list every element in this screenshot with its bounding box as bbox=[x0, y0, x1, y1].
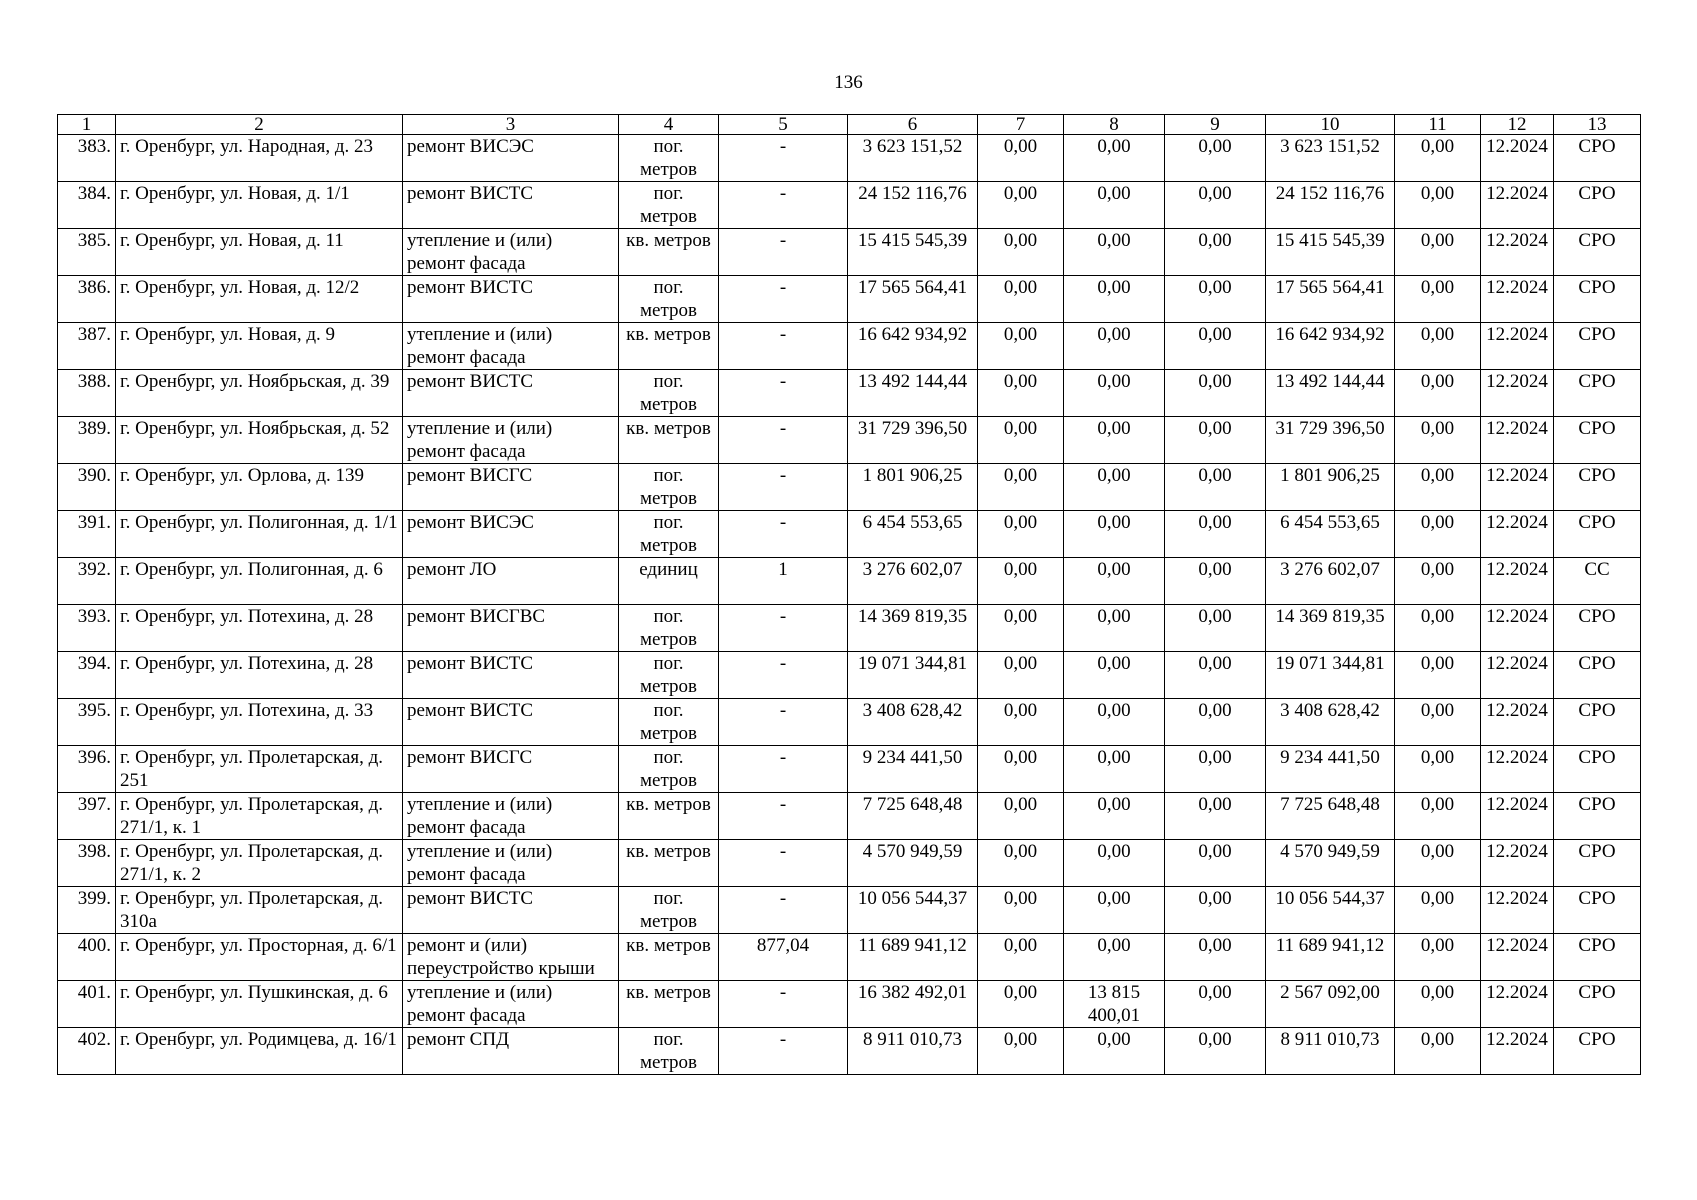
row-number: 398. bbox=[58, 840, 116, 887]
owners-funds-cell: 3 623 151,52 bbox=[1266, 135, 1395, 182]
other-funds-cell: 0,00 bbox=[1395, 934, 1481, 981]
deadline-cell: 12.2024 bbox=[1481, 370, 1554, 417]
municipal-funds-cell: 0,00 bbox=[1165, 182, 1266, 229]
municipal-funds-cell: 0,00 bbox=[1165, 276, 1266, 323]
quantity-cell: - bbox=[719, 1028, 848, 1075]
other-funds-cell: 0,00 bbox=[1395, 840, 1481, 887]
total-cost-cell: 31 729 396,50 bbox=[848, 417, 978, 464]
table-row bbox=[58, 464, 1641, 511]
fund-method-cell: СРО bbox=[1554, 323, 1641, 370]
municipal-funds-cell: 0,00 bbox=[1165, 323, 1266, 370]
municipal-funds-cell: 0,00 bbox=[1165, 135, 1266, 182]
other-funds-cell: 0,00 bbox=[1395, 511, 1481, 558]
address-cell: г. Оренбург, ул. Полигонная, д. 1/1 bbox=[116, 511, 403, 558]
municipal-funds-cell: 0,00 bbox=[1165, 840, 1266, 887]
regional-funds-cell: 0,00 bbox=[1064, 699, 1165, 746]
municipal-funds-cell: 0,00 bbox=[1165, 464, 1266, 511]
fund-method-cell: СРО bbox=[1554, 652, 1641, 699]
address-cell: г. Оренбург, ул. Орлова, д. 139 bbox=[116, 464, 403, 511]
municipal-funds-cell: 0,00 bbox=[1165, 981, 1266, 1028]
federal-funds-cell: 0,00 bbox=[978, 276, 1064, 323]
address-cell: г. Оренбург, ул. Ноябрьская, д. 39 bbox=[116, 370, 403, 417]
row-number: 383. bbox=[58, 135, 116, 182]
unit-cell: единиц bbox=[619, 558, 719, 605]
fund-method-cell: СРО bbox=[1554, 840, 1641, 887]
deadline-cell: 12.2024 bbox=[1481, 887, 1554, 934]
other-funds-cell: 0,00 bbox=[1395, 135, 1481, 182]
deadline-cell: 12.2024 bbox=[1481, 182, 1554, 229]
unit-cell: пог. метров bbox=[619, 699, 719, 746]
quantity-cell: - bbox=[719, 511, 848, 558]
federal-funds-cell: 0,00 bbox=[978, 464, 1064, 511]
owners-funds-cell: 13 492 144,44 bbox=[1266, 370, 1395, 417]
deadline-cell: 12.2024 bbox=[1481, 934, 1554, 981]
unit-cell: пог. метров bbox=[619, 605, 719, 652]
municipal-funds-cell: 0,00 bbox=[1165, 605, 1266, 652]
total-cost-cell: 3 276 602,07 bbox=[848, 558, 978, 605]
column-header: 13 bbox=[1554, 115, 1641, 135]
column-header: 5 bbox=[719, 115, 848, 135]
fund-method-cell: СРО bbox=[1554, 464, 1641, 511]
unit-cell: кв. метров bbox=[619, 793, 719, 840]
address-cell: г. Оренбург, ул. Потехина, д. 33 bbox=[116, 699, 403, 746]
municipal-funds-cell: 0,00 bbox=[1165, 229, 1266, 276]
quantity-cell: - bbox=[719, 135, 848, 182]
other-funds-cell: 0,00 bbox=[1395, 793, 1481, 840]
fund-method-cell: СРО bbox=[1554, 370, 1641, 417]
federal-funds-cell: 0,00 bbox=[978, 417, 1064, 464]
total-cost-cell: 11 689 941,12 bbox=[848, 934, 978, 981]
work-type-cell: ремонт ВИСТС bbox=[403, 370, 619, 417]
quantity-cell: - bbox=[719, 981, 848, 1028]
table-row bbox=[58, 276, 1641, 323]
quantity-cell: - bbox=[719, 652, 848, 699]
address-cell: г. Оренбург, ул. Новая, д. 11 bbox=[116, 229, 403, 276]
column-number-row bbox=[58, 115, 1641, 135]
federal-funds-cell: 0,00 bbox=[978, 981, 1064, 1028]
owners-funds-cell: 3 408 628,42 bbox=[1266, 699, 1395, 746]
unit-cell: кв. метров bbox=[619, 840, 719, 887]
address-cell: г. Оренбург, ул. Новая, д. 9 bbox=[116, 323, 403, 370]
quantity-cell: - bbox=[719, 605, 848, 652]
address-cell: г. Оренбург, ул. Родимцева, д. 16/1 bbox=[116, 1028, 403, 1075]
work-type-cell: ремонт ВИСЭС bbox=[403, 135, 619, 182]
owners-funds-cell: 31 729 396,50 bbox=[1266, 417, 1395, 464]
fund-method-cell: СРО bbox=[1554, 793, 1641, 840]
deadline-cell: 12.2024 bbox=[1481, 558, 1554, 605]
other-funds-cell: 0,00 bbox=[1395, 229, 1481, 276]
regional-funds-cell: 0,00 bbox=[1064, 511, 1165, 558]
work-type-cell: ремонт и (или) переустройство крыши bbox=[403, 934, 619, 981]
other-funds-cell: 0,00 bbox=[1395, 887, 1481, 934]
row-number: 396. bbox=[58, 746, 116, 793]
unit-cell: кв. метров bbox=[619, 934, 719, 981]
deadline-cell: 12.2024 bbox=[1481, 1028, 1554, 1075]
quantity-cell: - bbox=[719, 182, 848, 229]
works-table bbox=[57, 114, 1641, 1075]
deadline-cell: 12.2024 bbox=[1481, 135, 1554, 182]
municipal-funds-cell: 0,00 bbox=[1165, 746, 1266, 793]
regional-funds-cell: 0,00 bbox=[1064, 840, 1165, 887]
fund-method-cell: СРО bbox=[1554, 417, 1641, 464]
deadline-cell: 12.2024 bbox=[1481, 981, 1554, 1028]
fund-method-cell: СРО bbox=[1554, 1028, 1641, 1075]
table-row bbox=[58, 840, 1641, 887]
federal-funds-cell: 0,00 bbox=[978, 746, 1064, 793]
unit-cell: кв. метров bbox=[619, 323, 719, 370]
table-row bbox=[58, 605, 1641, 652]
quantity-cell: - bbox=[719, 887, 848, 934]
fund-method-cell: СРО bbox=[1554, 605, 1641, 652]
address-cell: г. Оренбург, ул. Потехина, д. 28 bbox=[116, 605, 403, 652]
work-type-cell: ремонт ВИСГС bbox=[403, 746, 619, 793]
work-type-cell: ремонт ВИСТС bbox=[403, 699, 619, 746]
federal-funds-cell: 0,00 bbox=[978, 840, 1064, 887]
total-cost-cell: 3 408 628,42 bbox=[848, 699, 978, 746]
deadline-cell: 12.2024 bbox=[1481, 229, 1554, 276]
municipal-funds-cell: 0,00 bbox=[1165, 887, 1266, 934]
total-cost-cell: 3 623 151,52 bbox=[848, 135, 978, 182]
column-header: 6 bbox=[848, 115, 978, 135]
other-funds-cell: 0,00 bbox=[1395, 652, 1481, 699]
table-row bbox=[58, 182, 1641, 229]
address-cell: г. Оренбург, ул. Ноябрьская, д. 52 bbox=[116, 417, 403, 464]
page-number: 136 bbox=[834, 72, 863, 93]
deadline-cell: 12.2024 bbox=[1481, 652, 1554, 699]
address-cell: г. Оренбург, ул. Пролетарская, д. 310а bbox=[116, 887, 403, 934]
federal-funds-cell: 0,00 bbox=[978, 1028, 1064, 1075]
deadline-cell: 12.2024 bbox=[1481, 276, 1554, 323]
federal-funds-cell: 0,00 bbox=[978, 511, 1064, 558]
total-cost-cell: 17 565 564,41 bbox=[848, 276, 978, 323]
owners-funds-cell: 9 234 441,50 bbox=[1266, 746, 1395, 793]
other-funds-cell: 0,00 bbox=[1395, 276, 1481, 323]
fund-method-cell: СРО bbox=[1554, 699, 1641, 746]
federal-funds-cell: 0,00 bbox=[978, 323, 1064, 370]
quantity-cell: - bbox=[719, 370, 848, 417]
address-cell: г. Оренбург, ул. Народная, д. 23 bbox=[116, 135, 403, 182]
address-cell: г. Оренбург, ул. Пролетарская, д. 251 bbox=[116, 746, 403, 793]
address-cell: г. Оренбург, ул. Просторная, д. 6/1 bbox=[116, 934, 403, 981]
total-cost-cell: 10 056 544,37 bbox=[848, 887, 978, 934]
other-funds-cell: 0,00 bbox=[1395, 981, 1481, 1028]
work-type-cell: ремонт ВИСГВС bbox=[403, 605, 619, 652]
column-header: 9 bbox=[1165, 115, 1266, 135]
fund-method-cell: СРО bbox=[1554, 934, 1641, 981]
owners-funds-cell: 1 801 906,25 bbox=[1266, 464, 1395, 511]
column-header: 8 bbox=[1064, 115, 1165, 135]
address-cell: г. Оренбург, ул. Пролетарская, д. 271/1, к. 1 bbox=[116, 793, 403, 840]
work-type-cell: утепление и (или) ремонт фасада bbox=[403, 840, 619, 887]
other-funds-cell: 0,00 bbox=[1395, 323, 1481, 370]
regional-funds-cell: 0,00 bbox=[1064, 887, 1165, 934]
total-cost-cell: 7 725 648,48 bbox=[848, 793, 978, 840]
total-cost-cell: 24 152 116,76 bbox=[848, 182, 978, 229]
regional-funds-cell: 0,00 bbox=[1064, 276, 1165, 323]
unit-cell: пог. метров bbox=[619, 182, 719, 229]
other-funds-cell: 0,00 bbox=[1395, 182, 1481, 229]
table-body bbox=[58, 135, 1641, 1075]
table-row bbox=[58, 370, 1641, 417]
row-number: 393. bbox=[58, 605, 116, 652]
deadline-cell: 12.2024 bbox=[1481, 511, 1554, 558]
unit-cell: кв. метров bbox=[619, 229, 719, 276]
work-type-cell: ремонт ВИСГС bbox=[403, 464, 619, 511]
work-type-cell: утепление и (или) ремонт фасада bbox=[403, 229, 619, 276]
regional-funds-cell: 0,00 bbox=[1064, 464, 1165, 511]
row-number: 401. bbox=[58, 981, 116, 1028]
quantity-cell: - bbox=[719, 746, 848, 793]
row-number: 395. bbox=[58, 699, 116, 746]
quantity-cell: 1 bbox=[719, 558, 848, 605]
address-cell: г. Оренбург, ул. Пушкинская, д. 6 bbox=[116, 981, 403, 1028]
municipal-funds-cell: 0,00 bbox=[1165, 370, 1266, 417]
federal-funds-cell: 0,00 bbox=[978, 887, 1064, 934]
owners-funds-cell: 11 689 941,12 bbox=[1266, 934, 1395, 981]
work-type-cell: ремонт ВИСТС bbox=[403, 182, 619, 229]
column-header: 7 bbox=[978, 115, 1064, 135]
total-cost-cell: 14 369 819,35 bbox=[848, 605, 978, 652]
municipal-funds-cell: 0,00 bbox=[1165, 793, 1266, 840]
work-type-cell: ремонт ВИСЭС bbox=[403, 511, 619, 558]
table-row bbox=[58, 511, 1641, 558]
regional-funds-cell: 0,00 bbox=[1064, 229, 1165, 276]
unit-cell: пог. метров bbox=[619, 887, 719, 934]
unit-cell: пог. метров bbox=[619, 464, 719, 511]
regional-funds-cell: 0,00 bbox=[1064, 182, 1165, 229]
address-cell: г. Оренбург, ул. Полигонная, д. 6 bbox=[116, 558, 403, 605]
address-cell: г. Оренбург, ул. Новая, д. 12/2 bbox=[116, 276, 403, 323]
deadline-cell: 12.2024 bbox=[1481, 417, 1554, 464]
regional-funds-cell: 0,00 bbox=[1064, 370, 1165, 417]
row-number: 390. bbox=[58, 464, 116, 511]
row-number: 399. bbox=[58, 887, 116, 934]
table-row bbox=[58, 793, 1641, 840]
owners-funds-cell: 15 415 545,39 bbox=[1266, 229, 1395, 276]
total-cost-cell: 8 911 010,73 bbox=[848, 1028, 978, 1075]
work-type-cell: утепление и (или) ремонт фасада bbox=[403, 323, 619, 370]
quantity-cell: 877,04 bbox=[719, 934, 848, 981]
column-header: 2 bbox=[116, 115, 403, 135]
other-funds-cell: 0,00 bbox=[1395, 699, 1481, 746]
owners-funds-cell: 19 071 344,81 bbox=[1266, 652, 1395, 699]
column-header: 4 bbox=[619, 115, 719, 135]
owners-funds-cell: 7 725 648,48 bbox=[1266, 793, 1395, 840]
table-row bbox=[58, 981, 1641, 1028]
federal-funds-cell: 0,00 bbox=[978, 605, 1064, 652]
regional-funds-cell: 0,00 bbox=[1064, 558, 1165, 605]
total-cost-cell: 19 071 344,81 bbox=[848, 652, 978, 699]
federal-funds-cell: 0,00 bbox=[978, 699, 1064, 746]
table-row bbox=[58, 229, 1641, 276]
table-row bbox=[58, 1028, 1641, 1075]
quantity-cell: - bbox=[719, 840, 848, 887]
fund-method-cell: СРО bbox=[1554, 276, 1641, 323]
other-funds-cell: 0,00 bbox=[1395, 558, 1481, 605]
table-row bbox=[58, 135, 1641, 182]
deadline-cell: 12.2024 bbox=[1481, 746, 1554, 793]
work-type-cell: ремонт ВИСТС bbox=[403, 887, 619, 934]
regional-funds-cell: 0,00 bbox=[1064, 793, 1165, 840]
regional-funds-cell: 0,00 bbox=[1064, 417, 1165, 464]
regional-funds-cell: 0,00 bbox=[1064, 135, 1165, 182]
work-type-cell: ремонт ВИСТС bbox=[403, 276, 619, 323]
municipal-funds-cell: 0,00 bbox=[1165, 934, 1266, 981]
unit-cell: кв. метров bbox=[619, 417, 719, 464]
municipal-funds-cell: 0,00 bbox=[1165, 511, 1266, 558]
total-cost-cell: 1 801 906,25 bbox=[848, 464, 978, 511]
federal-funds-cell: 0,00 bbox=[978, 652, 1064, 699]
row-number: 386. bbox=[58, 276, 116, 323]
total-cost-cell: 16 642 934,92 bbox=[848, 323, 978, 370]
deadline-cell: 12.2024 bbox=[1481, 699, 1554, 746]
table-row bbox=[58, 746, 1641, 793]
other-funds-cell: 0,00 bbox=[1395, 417, 1481, 464]
unit-cell: пог. метров bbox=[619, 511, 719, 558]
unit-cell: пог. метров bbox=[619, 370, 719, 417]
row-number: 402. bbox=[58, 1028, 116, 1075]
deadline-cell: 12.2024 bbox=[1481, 793, 1554, 840]
quantity-cell: - bbox=[719, 323, 848, 370]
owners-funds-cell: 2 567 092,00 bbox=[1266, 981, 1395, 1028]
work-type-cell: утепление и (или) ремонт фасада bbox=[403, 981, 619, 1028]
owners-funds-cell: 24 152 116,76 bbox=[1266, 182, 1395, 229]
regional-funds-cell: 0,00 bbox=[1064, 323, 1165, 370]
quantity-cell: - bbox=[719, 229, 848, 276]
owners-funds-cell: 16 642 934,92 bbox=[1266, 323, 1395, 370]
fund-method-cell: СРО bbox=[1554, 746, 1641, 793]
total-cost-cell: 4 570 949,59 bbox=[848, 840, 978, 887]
quantity-cell: - bbox=[719, 276, 848, 323]
fund-method-cell: СС bbox=[1554, 558, 1641, 605]
address-cell: г. Оренбург, ул. Пролетарская, д. 271/1, к. 2 bbox=[116, 840, 403, 887]
regional-funds-cell: 0,00 bbox=[1064, 652, 1165, 699]
total-cost-cell: 15 415 545,39 bbox=[848, 229, 978, 276]
table-row bbox=[58, 934, 1641, 981]
work-type-cell: ремонт ЛО bbox=[403, 558, 619, 605]
column-header: 3 bbox=[403, 115, 619, 135]
row-number: 387. bbox=[58, 323, 116, 370]
row-number: 388. bbox=[58, 370, 116, 417]
other-funds-cell: 0,00 bbox=[1395, 746, 1481, 793]
unit-cell: пог. метров bbox=[619, 135, 719, 182]
fund-method-cell: СРО bbox=[1554, 229, 1641, 276]
table-row bbox=[58, 652, 1641, 699]
row-number: 392. bbox=[58, 558, 116, 605]
owners-funds-cell: 17 565 564,41 bbox=[1266, 276, 1395, 323]
regional-funds-cell: 0,00 bbox=[1064, 605, 1165, 652]
row-number: 384. bbox=[58, 182, 116, 229]
quantity-cell: - bbox=[719, 417, 848, 464]
unit-cell: пог. метров bbox=[619, 746, 719, 793]
work-type-cell: утепление и (или) ремонт фасада bbox=[403, 417, 619, 464]
work-type-cell: ремонт СПД bbox=[403, 1028, 619, 1075]
owners-funds-cell: 14 369 819,35 bbox=[1266, 605, 1395, 652]
fund-method-cell: СРО bbox=[1554, 887, 1641, 934]
regional-funds-cell: 13 815 400,01 bbox=[1064, 981, 1165, 1028]
fund-method-cell: СРО bbox=[1554, 511, 1641, 558]
table-row bbox=[58, 558, 1641, 605]
owners-funds-cell: 10 056 544,37 bbox=[1266, 887, 1395, 934]
federal-funds-cell: 0,00 bbox=[978, 229, 1064, 276]
total-cost-cell: 16 382 492,01 bbox=[848, 981, 978, 1028]
federal-funds-cell: 0,00 bbox=[978, 135, 1064, 182]
table-row bbox=[58, 887, 1641, 934]
unit-cell: пог. метров bbox=[619, 276, 719, 323]
column-header: 1 bbox=[58, 115, 116, 135]
federal-funds-cell: 0,00 bbox=[978, 182, 1064, 229]
total-cost-cell: 6 454 553,65 bbox=[848, 511, 978, 558]
regional-funds-cell: 0,00 bbox=[1064, 746, 1165, 793]
work-type-cell: ремонт ВИСТС bbox=[403, 652, 619, 699]
other-funds-cell: 0,00 bbox=[1395, 370, 1481, 417]
table-row bbox=[58, 699, 1641, 746]
column-header: 12 bbox=[1481, 115, 1554, 135]
fund-method-cell: СРО bbox=[1554, 981, 1641, 1028]
row-number: 394. bbox=[58, 652, 116, 699]
total-cost-cell: 13 492 144,44 bbox=[848, 370, 978, 417]
column-header: 11 bbox=[1395, 115, 1481, 135]
owners-funds-cell: 4 570 949,59 bbox=[1266, 840, 1395, 887]
other-funds-cell: 0,00 bbox=[1395, 605, 1481, 652]
deadline-cell: 12.2024 bbox=[1481, 840, 1554, 887]
federal-funds-cell: 0,00 bbox=[978, 558, 1064, 605]
municipal-funds-cell: 0,00 bbox=[1165, 558, 1266, 605]
fund-method-cell: СРО bbox=[1554, 182, 1641, 229]
municipal-funds-cell: 0,00 bbox=[1165, 417, 1266, 464]
regional-funds-cell: 0,00 bbox=[1064, 934, 1165, 981]
other-funds-cell: 0,00 bbox=[1395, 1028, 1481, 1075]
work-type-cell: утепление и (или) ремонт фасада bbox=[403, 793, 619, 840]
unit-cell: кв. метров bbox=[619, 981, 719, 1028]
quantity-cell: - bbox=[719, 699, 848, 746]
row-number: 385. bbox=[58, 229, 116, 276]
total-cost-cell: 9 234 441,50 bbox=[848, 746, 978, 793]
row-number: 400. bbox=[58, 934, 116, 981]
owners-funds-cell: 3 276 602,07 bbox=[1266, 558, 1395, 605]
address-cell: г. Оренбург, ул. Потехина, д. 28 bbox=[116, 652, 403, 699]
municipal-funds-cell: 0,00 bbox=[1165, 1028, 1266, 1075]
table-row bbox=[58, 323, 1641, 370]
row-number: 389. bbox=[58, 417, 116, 464]
federal-funds-cell: 0,00 bbox=[978, 793, 1064, 840]
federal-funds-cell: 0,00 bbox=[978, 934, 1064, 981]
deadline-cell: 12.2024 bbox=[1481, 605, 1554, 652]
row-number: 397. bbox=[58, 793, 116, 840]
deadline-cell: 12.2024 bbox=[1481, 464, 1554, 511]
row-number: 391. bbox=[58, 511, 116, 558]
regional-funds-cell: 0,00 bbox=[1064, 1028, 1165, 1075]
table-row bbox=[58, 417, 1641, 464]
unit-cell: пог. метров bbox=[619, 652, 719, 699]
quantity-cell: - bbox=[719, 793, 848, 840]
address-cell: г. Оренбург, ул. Новая, д. 1/1 bbox=[116, 182, 403, 229]
fund-method-cell: СРО bbox=[1554, 135, 1641, 182]
quantity-cell: - bbox=[719, 464, 848, 511]
owners-funds-cell: 8 911 010,73 bbox=[1266, 1028, 1395, 1075]
federal-funds-cell: 0,00 bbox=[978, 370, 1064, 417]
municipal-funds-cell: 0,00 bbox=[1165, 652, 1266, 699]
municipal-funds-cell: 0,00 bbox=[1165, 699, 1266, 746]
owners-funds-cell: 6 454 553,65 bbox=[1266, 511, 1395, 558]
deadline-cell: 12.2024 bbox=[1481, 323, 1554, 370]
unit-cell: пог. метров bbox=[619, 1028, 719, 1075]
column-header: 10 bbox=[1266, 115, 1395, 135]
other-funds-cell: 0,00 bbox=[1395, 464, 1481, 511]
